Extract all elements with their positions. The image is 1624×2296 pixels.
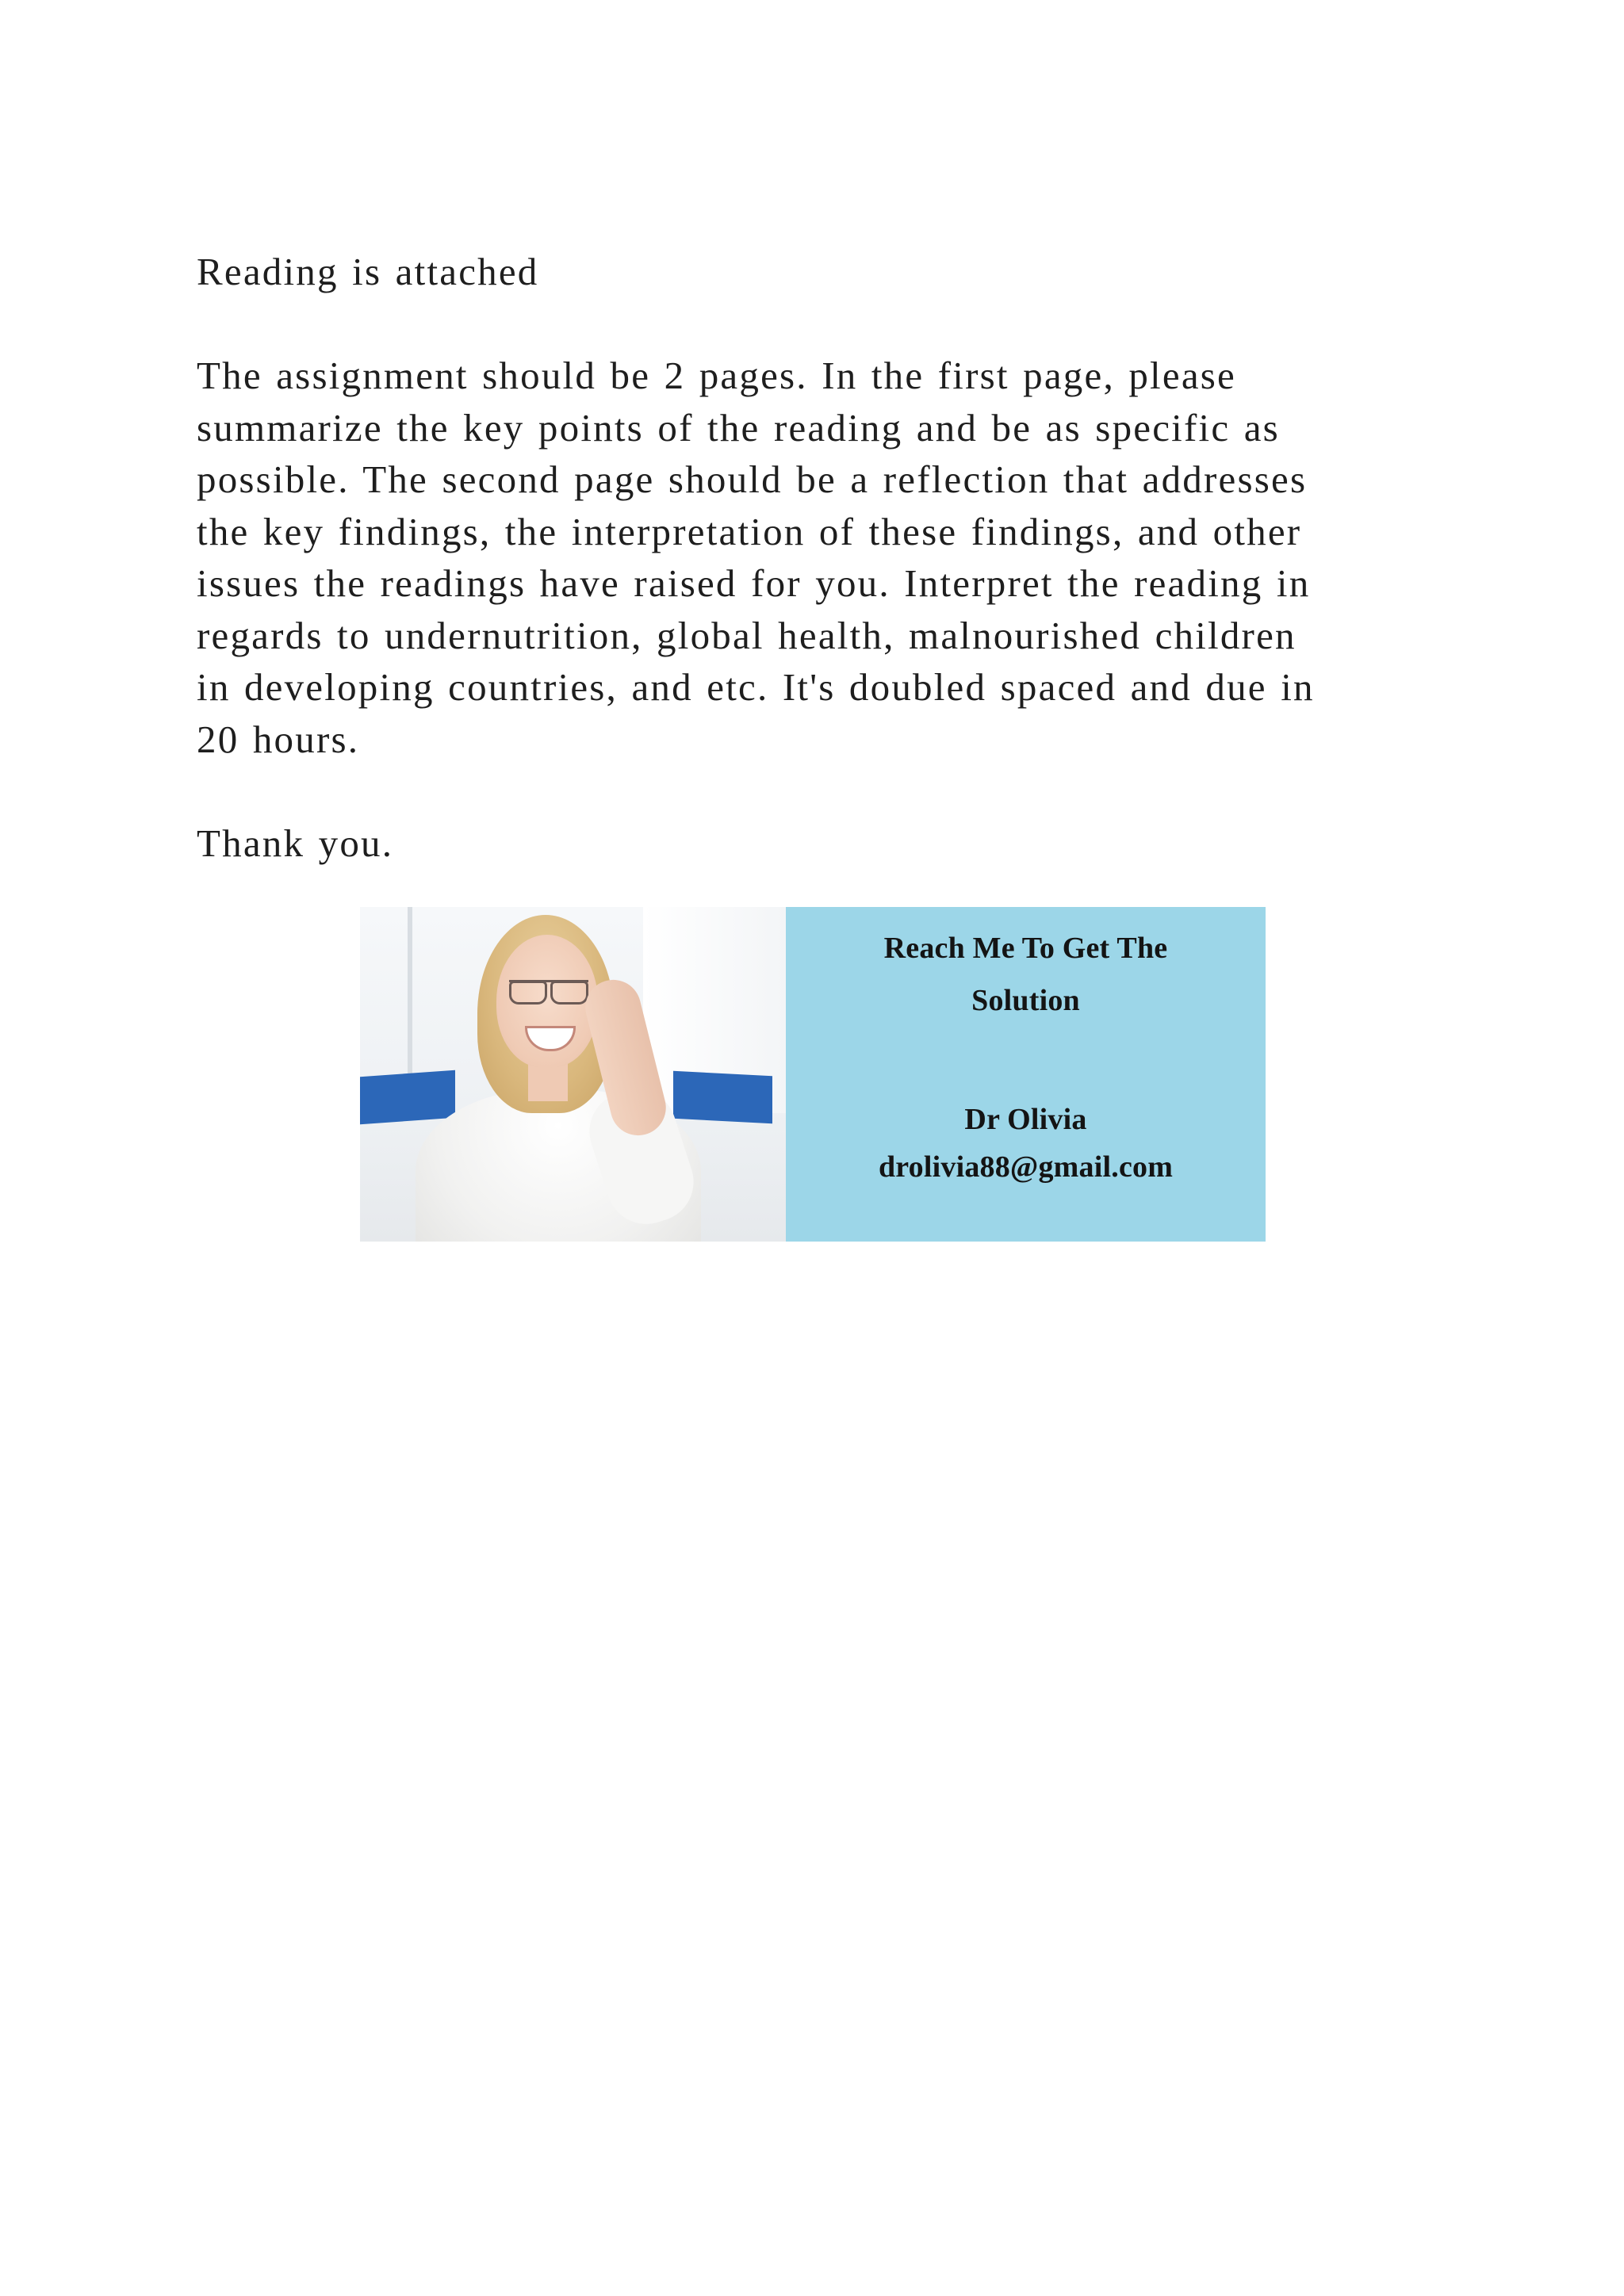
contact-info-panel	[786, 907, 1266, 1242]
text-line: issues the readings have raised for you. Interpret the reading in	[197, 561, 1311, 605]
document-body	[197, 246, 1434, 869]
text-line: Thank you.	[197, 821, 394, 865]
text-line: 20 hours.	[197, 717, 360, 761]
text-line: summarize the key points of the reading and be as specific as	[197, 405, 1280, 450]
paragraph-assignment-instructions	[197, 350, 1434, 765]
paragraph-thank-you	[197, 817, 1434, 870]
woman-photo	[360, 907, 786, 1242]
paragraph-reading-attached	[197, 246, 1434, 298]
text-line: Reading is attached	[197, 250, 539, 293]
contact-banner	[360, 907, 1266, 1242]
contact-name: Dr Olivia	[964, 1103, 1087, 1136]
contact-email: drolivia88@gmail.com	[878, 1150, 1174, 1184]
glasses-icon	[509, 980, 588, 1003]
text-line: The assignment should be 2 pages. In the first page, please	[197, 354, 1236, 397]
text-line: possible. The second page should be a reflection that addresses	[197, 457, 1308, 501]
blue-chair	[360, 1070, 455, 1124]
blue-chair	[673, 1071, 772, 1124]
text-line: in developing countries, and etc. It's doubled spaced and due in	[197, 665, 1315, 709]
text-line: the key findings, the interpretation of these findings, and other	[197, 509, 1302, 553]
banner-headline-2: Solution	[971, 984, 1080, 1017]
banner-headline: Reach Me To Get The	[883, 932, 1168, 965]
text-line: regards to undernutrition, global health, malnourished children	[197, 613, 1297, 657]
